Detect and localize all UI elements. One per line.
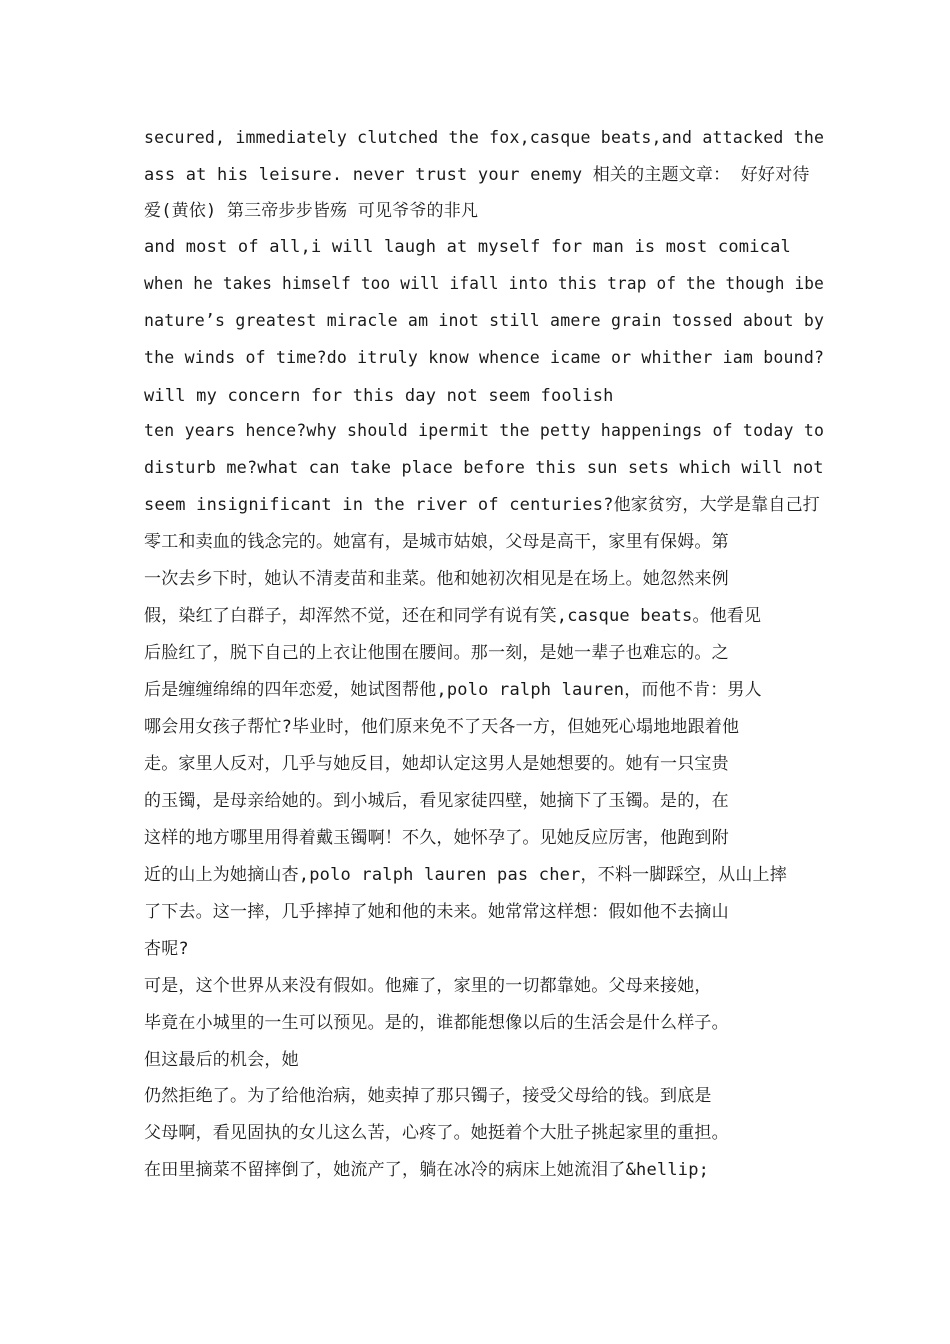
- text-line: 的玉镯，是母亲给她的。到小城后，看见家徒四壁，她摘下了玉镯。是的，在: [144, 791, 729, 811]
- text-line: 后是缠缠绵绵的四年恋爱，她试图帮他,polo ralph lauren，而他不肯：男人: [144, 680, 762, 700]
- text-line: 在田里摘菜不留摔倒了，她流产了，躺在冰冷的病床上她流泪了&hellip;: [144, 1160, 710, 1180]
- text-line: 父母啊，看见固执的女儿这么苦，心疼了。她挺着个大肚子挑起家里的重担。: [144, 1123, 729, 1143]
- text-line: disturb me?what can take place before this sun sets which will not: [144, 458, 824, 478]
- text-line: secured, immediately clutched the fox,casque beats,and attacked the: [144, 128, 825, 148]
- text-line: 零工和卖血的钱念完的。她富有，是城市姑娘，父母是高干，家里有保姆。第: [144, 532, 729, 552]
- text-line: the winds of time?do itruly know whence icame or whither iam bound?: [144, 348, 825, 368]
- text-line: 爱(黄依) 第三帝步步皆殇 可见爷爷的非凡: [144, 201, 479, 221]
- text-line: 一次去乡下时，她认不清麦苗和韭菜。他和她初次相见是在场上。她忽然来例: [144, 569, 729, 589]
- text-line: ten years hence?why should ipermit the petty happenings of today to: [144, 421, 825, 441]
- text-line: 走。家里人反对，几乎与她反目，她却认定这男人是她想要的。她有一只宝贵: [144, 754, 729, 774]
- text-line: 仍然拒绝了。为了给他治病，她卖掉了那只镯子，接受父母给的钱。到底是: [144, 1086, 712, 1106]
- text-line: 这样的地方哪里用得着戴玉镯啊！不久，她怀孕了。见她反应厉害，他跑到附: [144, 828, 729, 848]
- text-line: 毕竟在小城里的一生可以预见。是的，谁都能想像以后的生活会是什么样子。: [144, 1013, 729, 1033]
- text-line: 但这最后的机会，她: [144, 1050, 299, 1070]
- text-line: when he takes himself too will ifall into this trap of the though ibe: [144, 274, 825, 294]
- text-line: 可是，这个世界从来没有假如。他瘫了，家里的一切都靠她。父母来接她，: [144, 976, 712, 996]
- text-line: 了下去。这一摔，几乎摔掉了她和他的未来。她常常这样想：假如他不去摘山: [144, 902, 729, 922]
- text-line: 哪会用女孩子帮忙?毕业时，他们原来免不了天各一方，但她死心塌地地跟着他: [144, 717, 740, 737]
- text-line: ass at his leisure. never trust your enemy 相关的主题文章： 好好对待: [144, 165, 810, 185]
- text-line: 杏呢?: [144, 939, 189, 959]
- text-line: 假，染红了白群子，却浑然不觉，还在和同学有说有笑,casque beats。他看见: [144, 606, 762, 626]
- text-line: will my concern for this day not seem foolish: [144, 386, 614, 406]
- text-line: nature’s greatest miracle am inot still amere grain tossed about by: [144, 311, 825, 331]
- text-line: 后脸红了，脱下自己的上衣让他围在腰间。那一刻，是她一辈子也难忘的。之: [144, 643, 729, 663]
- text-line: seem insignificant in the river of centuries?他家贫穷，大学是靠自己打: [144, 495, 820, 515]
- text-line: 近的山上为她摘山杏,polo ralph lauren pas cher，不料一脚踩空，从山上摔: [144, 865, 787, 885]
- text-line: and most of all,i will laugh at myself for man is most comical: [144, 237, 791, 257]
